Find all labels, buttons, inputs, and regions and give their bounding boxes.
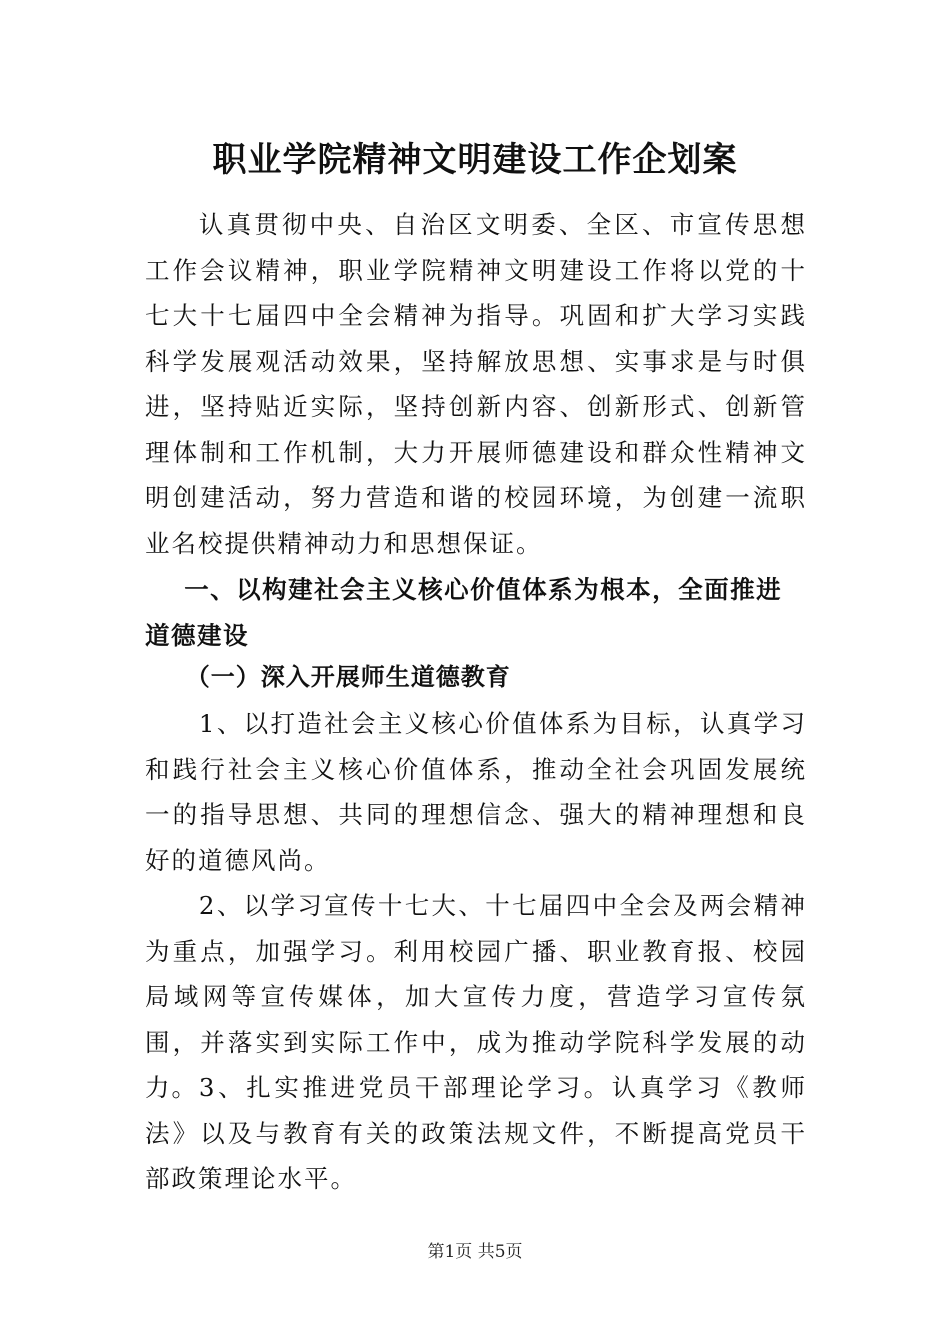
item-2-paragraph: 2、以学习宣传十七大、十七届四中全会及两会精神为重点，加强学习。利用校园广播、职业教育报、校园局域网等宣传媒体，加大宣传力度，营造学习宣传氛围，并落实到实际工作中，成为推动学院科学发展的动力。	[145, 891, 807, 1102]
item-3-paragraph: 3、扎实推进党员干部理论学习。认真学习《教师法》以及与教育有关的政策法规文件，不断提高党员干部政策理论水平。	[145, 1073, 807, 1193]
subsection-heading: （一）深入开展师生道德教育	[185, 663, 511, 691]
document-title: 职业学院精神文明建设工作企划案	[212, 140, 738, 180]
item-1-paragraph: 1、以打造社会主义核心价值体系为目标，认真学习和践行社会主义核心价值体系，推动全社会巩固发展统一的指导思想、共同的理想信念、强大的精神理想和良好的道德风尚。	[145, 709, 807, 875]
page-footer: 第1页 共5页	[427, 1242, 523, 1262]
intro-paragraph: 认真贯彻中央、自治区文明委、全区、市宣传思想工作会议精神，职业学院精神文明建设工作将以党的十七大十七届四中全会精神为指导。巩固和扩大学习实践科学发展观活动效果，坚持解放思想、实事求是与时俱进，坚持贴近实际，坚持创新内容、创新形式、创新管理体制和工作机制，大力开展师德建设和群众性精神文明创建活动，努力营造和谐的校园环境，为创建一流职业名校提供精神动力和思想保证。	[145, 210, 807, 558]
section-heading: 一、以构建社会主义核心价值体系为根本，全面推进道德建设	[145, 575, 783, 650]
